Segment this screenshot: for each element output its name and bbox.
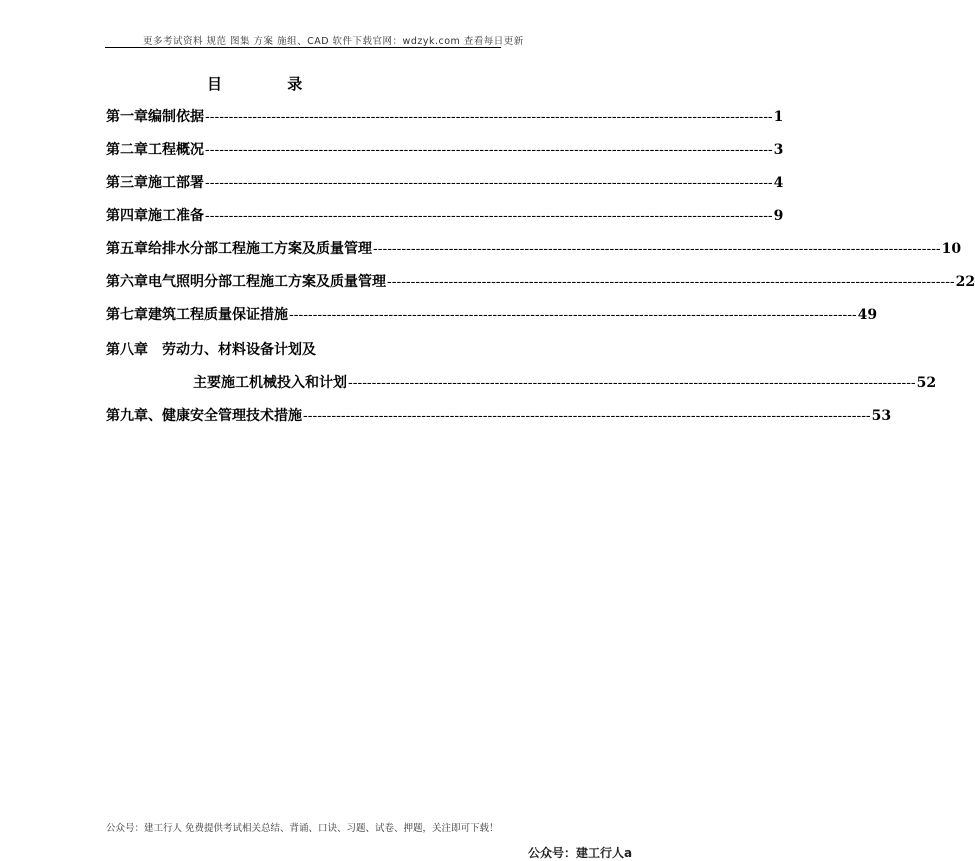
toc-leader: ------------------------------------------------------------------------------------------------------------------------ [289,307,857,323]
footer-note: 公众号：建工行人 免费提供考试相关总结、背诵、口诀、习题、试卷、押题，关注即可下载！ [106,823,499,834]
toc-leader: ------------------------------------------------------------------------------------------------------------------------ [205,208,773,224]
toc-row[interactable] [106,139,784,158]
toc-page-number: 10 [941,241,962,257]
watermark: 公众号：建工行人a [528,846,633,860]
toc-page-number: 1 [773,109,784,125]
toc-leader: ------------------------------------------------------------------------------------------------------------------------ [348,375,916,391]
header-divider [105,47,501,48]
toc-row[interactable] [106,172,784,191]
toc-row[interactable] [106,106,784,125]
toc-page-number: 3 [773,142,784,158]
toc-chapter: 第五章 [106,241,148,257]
toc-leader: ------------------------------------------------------------------------------------------------------------------------ [387,274,955,290]
toc-row[interactable] [106,304,878,323]
toc-page-number: 52 [916,375,937,391]
toc-leader: ------------------------------------------------------------------------------------------------------------------------ [205,175,773,191]
toc-chapter: 第九章、 [106,408,162,424]
toc-chapter: 第一章 [106,109,148,125]
toc-chapter: 第六章 [106,274,148,290]
toc-row[interactable] [193,372,937,391]
toc-chapter: 第八章 [106,342,148,358]
toc-entry-title: 工程概况 [148,142,204,158]
toc-chapter: 第二章 [106,142,148,158]
toc-row[interactable] [106,238,962,257]
toc-page-number: 4 [773,175,784,191]
toc-entry-title: 施工部署 [148,175,204,191]
header-note: 更多考试资料 规范 图集 方案 施组、CAD 软件下载官网：wdzyk.com 查看每日更新 [143,36,524,47]
toc-row[interactable] [106,339,406,357]
toc-leader: ------------------------------------------------------------------------------------------------------------------------ [205,109,773,125]
toc-page-number: 9 [773,208,784,224]
toc-entry-title: 编制依据 [148,109,204,125]
toc-title: 目 录 [207,75,333,93]
toc-chapter: 第三章 [106,175,148,191]
toc-leader: ------------------------------------------------------------------------------------------------------------------------ [205,142,773,158]
toc-entry-title: 建筑工程质量保证措施 [148,307,288,323]
toc-chapter: 第四章 [106,208,148,224]
toc-entry-title: 劳动力、材料设备计划及 [162,342,316,358]
toc-leader: ------------------------------------------------------------------------------------------------------------------------ [303,408,871,424]
toc-entry-title: 健康安全管理技术措施 [162,408,302,424]
toc-chapter: 第七章 [106,307,148,323]
toc-entry-title: 电气照明分部工程施工方案及质量管理 [148,274,386,290]
toc-entry-title: 给排水分部工程施工方案及质量管理 [148,241,372,257]
toc-row[interactable] [106,205,784,224]
toc-row[interactable] [106,405,892,424]
toc-page-number: 49 [857,307,878,323]
toc-page-number: 53 [871,408,892,424]
toc-entry-title: 施工准备 [148,208,204,224]
toc-leader: ------------------------------------------------------------------------------------------------------------------------ [373,241,941,257]
toc-entry-title: 主要施工机械投入和计划 [193,375,347,391]
toc-page-number: 22 [955,274,975,290]
toc-row[interactable] [106,271,975,290]
